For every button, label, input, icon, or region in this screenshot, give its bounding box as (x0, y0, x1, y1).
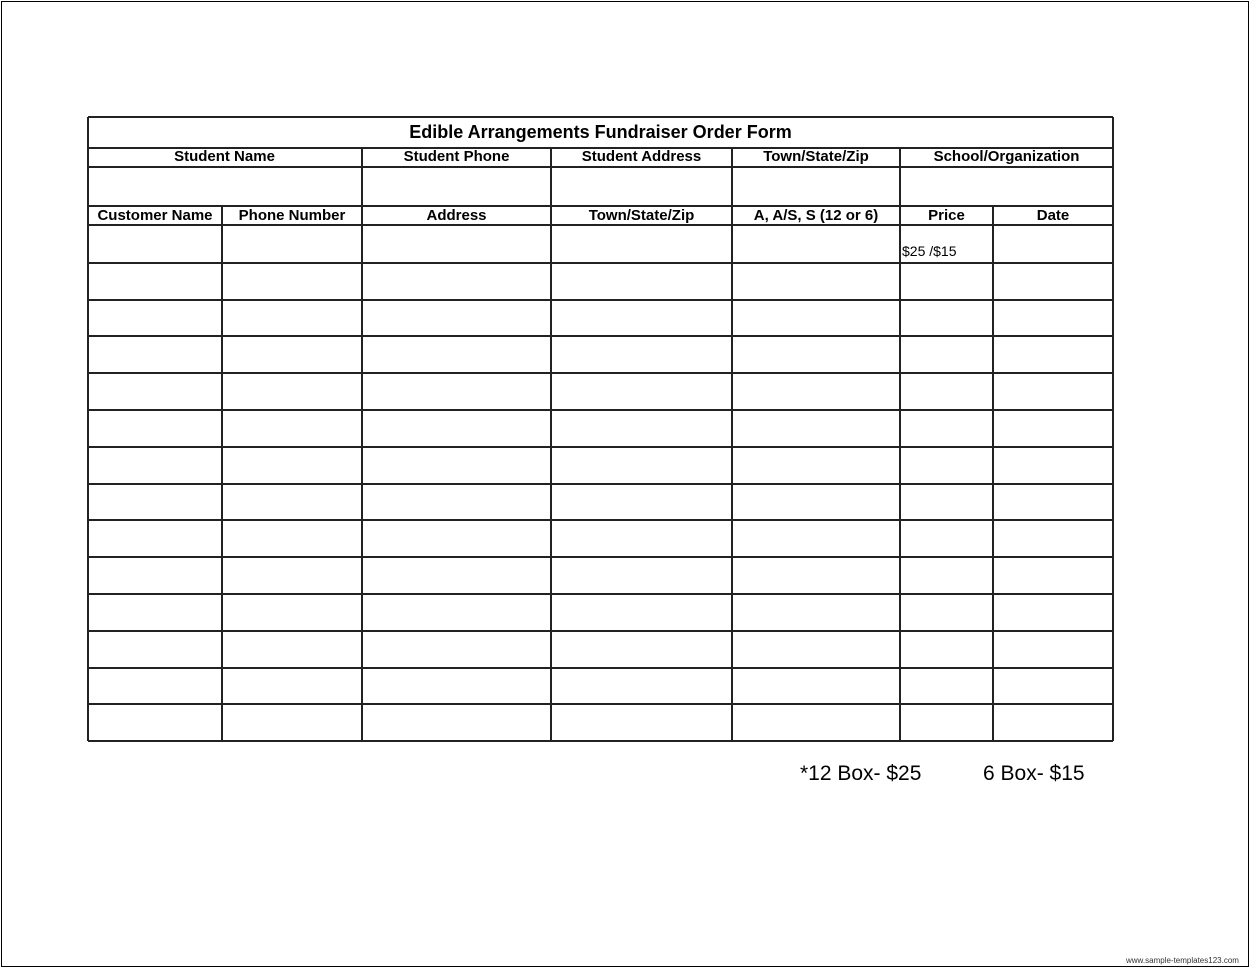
watermark: www.sample-templates123.com (1126, 956, 1239, 965)
town-state-zip-cell[interactable] (552, 485, 731, 520)
address-cell[interactable] (363, 374, 550, 409)
box-type-cell[interactable] (733, 337, 899, 372)
price-cell[interactable] (901, 705, 992, 740)
header-box-type: A, A/S, S (12 or 6) (753, 207, 879, 224)
price-note: $25 /$15 (902, 243, 957, 259)
box-type-cell[interactable] (733, 558, 899, 593)
box-type-cell[interactable] (733, 411, 899, 446)
customer-name-cell[interactable] (89, 337, 221, 372)
header-town-state-zip: Town/State/Zip (588, 207, 695, 224)
phone-number-cell[interactable] (223, 301, 361, 336)
header-phone-number: Phone Number (238, 207, 346, 224)
date-cell[interactable] (994, 264, 1112, 299)
customer-name-cell[interactable] (89, 521, 221, 556)
header-address: Address (426, 207, 487, 224)
price-cell[interactable] (901, 448, 992, 483)
address-cell[interactable] (363, 595, 550, 630)
address-cell[interactable] (363, 558, 550, 593)
town-state-zip-cell[interactable] (552, 448, 731, 483)
customer-name-cell[interactable] (89, 669, 221, 704)
phone-number-cell[interactable] (223, 411, 361, 446)
date-cell[interactable] (994, 301, 1112, 336)
date-cell[interactable] (994, 595, 1112, 630)
date-cell[interactable] (994, 558, 1112, 593)
customer-name-cell[interactable] (89, 411, 221, 446)
town-state-zip-cell[interactable] (552, 632, 731, 667)
date-cell[interactable] (994, 632, 1112, 667)
address-cell[interactable] (363, 301, 550, 336)
address-cell[interactable] (363, 632, 550, 667)
price-cell[interactable] (901, 411, 992, 446)
grid-line (899, 148, 901, 206)
address-cell[interactable] (363, 411, 550, 446)
price-cell[interactable] (901, 669, 992, 704)
form-title: Edible Arrangements Fundraiser Order Form (409, 122, 792, 142)
box-type-cell[interactable] (733, 595, 899, 630)
grid-line (88, 740, 1113, 742)
date-cell[interactable] (994, 521, 1112, 556)
date-cell[interactable] (994, 485, 1112, 520)
address-cell[interactable] (363, 521, 550, 556)
header-date: Date (1036, 207, 1070, 224)
box-type-cell[interactable] (733, 264, 899, 299)
address-cell[interactable] (363, 264, 550, 299)
town-state-zip-cell[interactable] (552, 558, 731, 593)
date-cell[interactable] (994, 411, 1112, 446)
address-cell[interactable] (363, 705, 550, 740)
price-cell[interactable] (901, 595, 992, 630)
header-student-town: Town/State/Zip (763, 148, 869, 165)
town-state-zip-cell[interactable] (552, 411, 731, 446)
box-type-cell[interactable] (733, 521, 899, 556)
customer-name-cell[interactable] (89, 227, 221, 262)
price-cell[interactable] (901, 485, 992, 520)
town-state-zip-cell[interactable] (552, 521, 731, 556)
town-state-zip-cell[interactable] (552, 301, 731, 336)
date-cell[interactable] (994, 669, 1112, 704)
customer-name-cell[interactable] (89, 595, 221, 630)
address-cell[interactable] (363, 485, 550, 520)
customer-name-cell[interactable] (89, 485, 221, 520)
town-state-zip-cell[interactable] (552, 705, 731, 740)
phone-number-cell[interactable] (223, 595, 361, 630)
price-cell[interactable] (901, 374, 992, 409)
customer-name-cell[interactable] (89, 632, 221, 667)
phone-number-cell[interactable] (223, 374, 361, 409)
header-student-phone: Student Phone (403, 148, 510, 165)
grid-line (731, 148, 733, 206)
customer-name-cell[interactable] (89, 301, 221, 336)
customer-name-cell[interactable] (89, 558, 221, 593)
customer-name-cell[interactable] (89, 374, 221, 409)
price-cell[interactable] (901, 227, 992, 262)
address-cell[interactable] (363, 669, 550, 704)
student-phone-field[interactable] (363, 168, 551, 206)
grid-line (88, 116, 1113, 118)
date-cell[interactable] (994, 705, 1112, 740)
student-name-field[interactable] (89, 168, 361, 206)
address-cell[interactable] (363, 448, 550, 483)
box-type-cell[interactable] (733, 301, 899, 336)
box-type-cell[interactable] (733, 227, 899, 262)
header-price: Price (928, 207, 965, 224)
box-type-cell[interactable] (733, 669, 899, 704)
grid-line (550, 148, 552, 206)
customer-name-cell[interactable] (89, 264, 221, 299)
address-cell[interactable] (363, 227, 550, 262)
grid-line (88, 147, 1113, 149)
phone-number-cell[interactable] (223, 485, 361, 520)
phone-number-cell[interactable] (223, 632, 361, 667)
price-cell[interactable] (901, 337, 992, 372)
town-state-zip-cell[interactable] (552, 264, 731, 299)
date-cell[interactable] (994, 374, 1112, 409)
grid-line (88, 205, 1113, 207)
price-cell[interactable] (901, 301, 992, 336)
student-address-field[interactable] (552, 168, 732, 206)
price-cell[interactable] (901, 264, 992, 299)
phone-number-cell[interactable] (223, 227, 361, 262)
header-school-organization: School/Organization (933, 148, 1080, 165)
box-type-cell[interactable] (733, 374, 899, 409)
town-state-zip-cell[interactable] (552, 669, 731, 704)
phone-number-cell[interactable] (223, 337, 361, 372)
box-type-cell[interactable] (733, 632, 899, 667)
date-cell[interactable] (994, 227, 1112, 262)
grid-line (88, 224, 1113, 226)
footer-12-box-price: *12 Box- $25 (800, 762, 922, 785)
header-student-address: Student Address (581, 148, 702, 165)
phone-number-cell[interactable] (223, 705, 361, 740)
phone-number-cell[interactable] (223, 521, 361, 556)
town-state-zip-cell[interactable] (552, 227, 731, 262)
customer-name-cell[interactable] (89, 705, 221, 740)
phone-number-cell[interactable] (223, 264, 361, 299)
town-state-zip-cell[interactable] (552, 595, 731, 630)
grid-line (361, 148, 363, 206)
address-cell[interactable] (363, 337, 550, 372)
price-cell[interactable] (901, 521, 992, 556)
phone-number-cell[interactable] (223, 448, 361, 483)
header-student-name: Student Name (174, 148, 275, 165)
customer-name-cell[interactable] (89, 448, 221, 483)
box-type-cell[interactable] (733, 448, 899, 483)
student-town-field[interactable] (733, 168, 900, 206)
footer-6-box-price: 6 Box- $15 (983, 762, 1085, 785)
town-state-zip-cell[interactable] (552, 337, 731, 372)
grid-line (88, 166, 1113, 168)
date-cell[interactable] (994, 337, 1112, 372)
header-customer-name: Customer Name (97, 207, 213, 224)
grid-line (1112, 117, 1114, 741)
date-cell[interactable] (994, 448, 1112, 483)
price-cell[interactable] (901, 558, 992, 593)
box-type-cell[interactable] (733, 485, 899, 520)
phone-number-cell[interactable] (223, 558, 361, 593)
phone-number-cell[interactable] (223, 669, 361, 704)
school-organization-field[interactable] (901, 168, 1113, 206)
town-state-zip-cell[interactable] (552, 374, 731, 409)
price-cell[interactable] (901, 632, 992, 667)
box-type-cell[interactable] (733, 705, 899, 740)
